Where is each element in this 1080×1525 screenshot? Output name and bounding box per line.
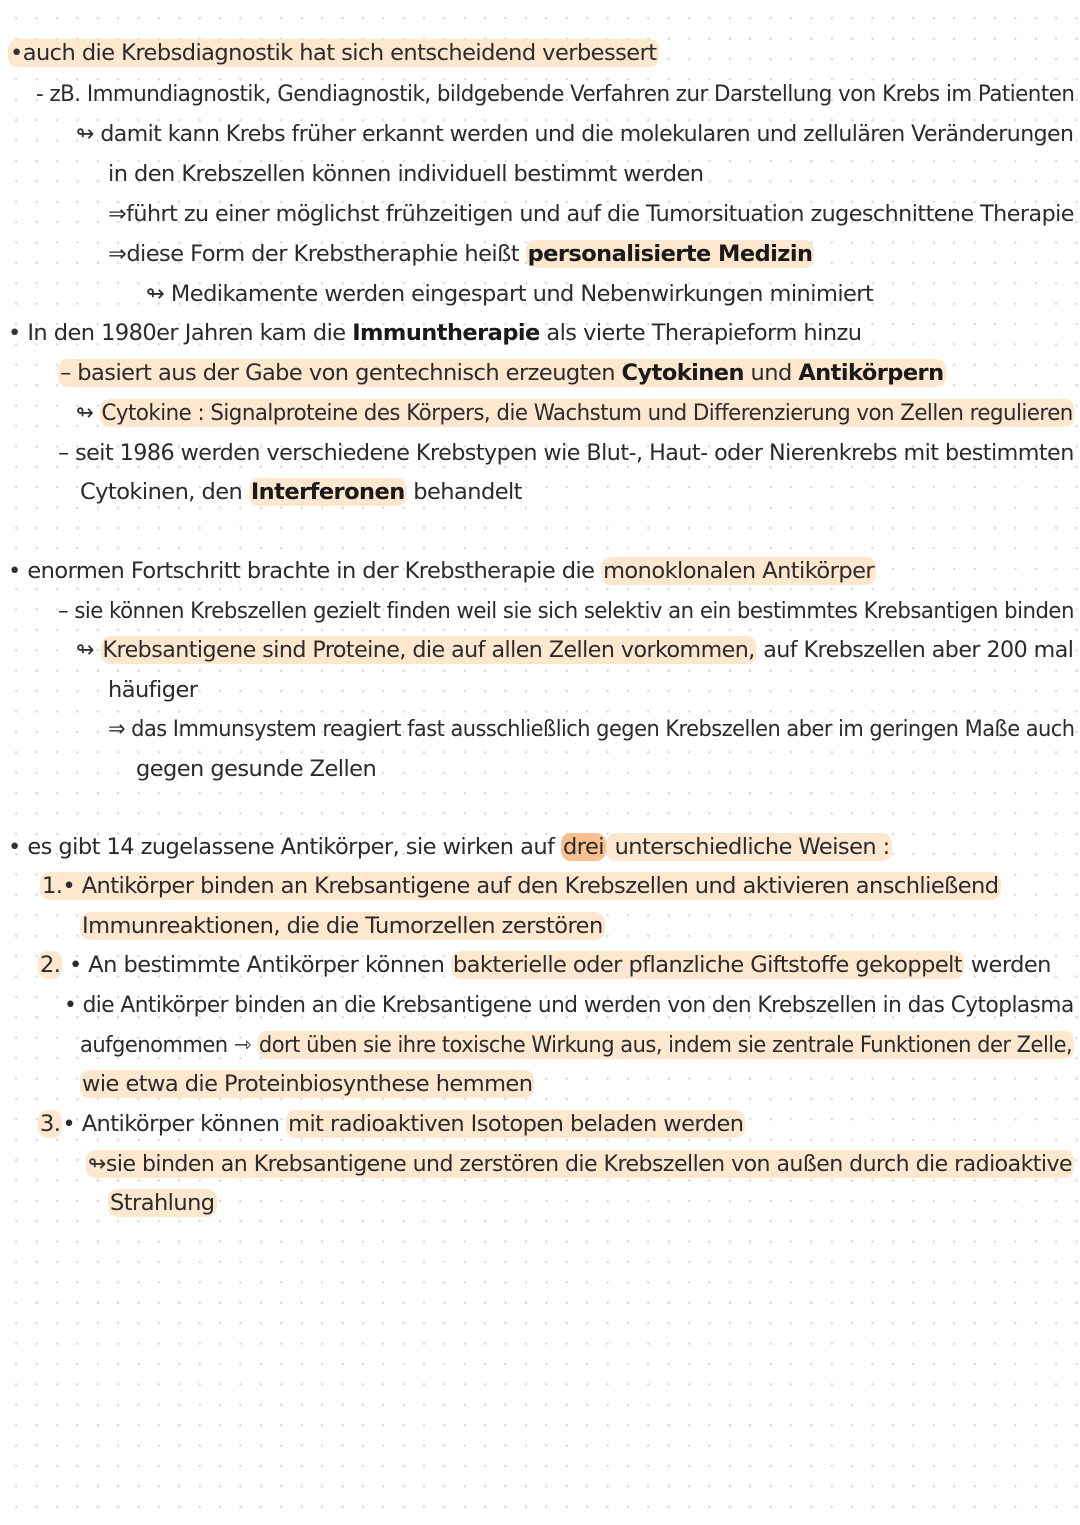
note-line bbox=[108, 156, 703, 192]
note-line bbox=[8, 315, 862, 351]
line-text: Cytokine : Signalproteine des Körpers, die Wachstum und Differenzierung von Zellen regulieren bbox=[101, 400, 1073, 426]
note-line bbox=[36, 76, 1074, 112]
note-line bbox=[108, 196, 1074, 232]
note-line bbox=[76, 116, 1073, 152]
list-number: 2. bbox=[40, 952, 61, 978]
keyword: Immuntherapie bbox=[352, 320, 540, 346]
note-line bbox=[8, 553, 876, 589]
line-text: führt zu einer möglichst frühzeitigen und auf die Tumorsituation zugeschnittene Therapie bbox=[126, 201, 1074, 227]
note-line bbox=[8, 35, 659, 71]
line-text: auch die Krebsdiagnostik hat sich entscheidend verbessert bbox=[22, 40, 657, 66]
line-text: enormen Fortschritt brachte in der Krebstherapie die bbox=[27, 558, 602, 584]
arrow-curved-icon: ↬ bbox=[76, 637, 95, 663]
line-text: • Antikörper können bbox=[62, 1111, 287, 1137]
note-line bbox=[38, 947, 1051, 983]
line-text: • Antikörper binden an Krebsantigene auf den Krebszellen und aktivieren anschließend bbox=[62, 873, 999, 899]
bullet-icon: • bbox=[8, 834, 21, 860]
note-line bbox=[76, 395, 1075, 431]
highlighted-text: Immunreaktionen, die die Tumorzellen zerstören bbox=[82, 913, 603, 939]
line-text: – basiert aus der Gabe von gentechnisch erzeugten bbox=[60, 360, 622, 386]
note-line bbox=[136, 751, 376, 787]
implies-arrow-icon: ⇒ bbox=[108, 201, 127, 227]
highlighted-text: Strahlung bbox=[110, 1190, 215, 1216]
note-line bbox=[58, 355, 946, 391]
line-text: behandelt bbox=[406, 479, 522, 505]
line-text: auf Krebszellen aber 200 mal bbox=[756, 637, 1074, 663]
arrow-curved-icon: ↬ bbox=[146, 281, 165, 307]
keyword: Interferonen bbox=[250, 479, 405, 505]
note-line bbox=[38, 1106, 745, 1142]
highlighted-text: unterschiedliche Weisen : bbox=[607, 834, 890, 860]
line-text: in den Krebszellen können individuell bestimmt werden bbox=[108, 161, 704, 187]
keyword: Cytokinen bbox=[621, 360, 744, 386]
note-line bbox=[108, 672, 197, 708]
bullet-icon: • bbox=[10, 40, 23, 66]
note-line bbox=[58, 435, 1074, 471]
line-text: häufiger bbox=[108, 677, 198, 703]
bullet-icon: • bbox=[8, 320, 21, 346]
note-line bbox=[58, 593, 1074, 629]
line-text: aufgenommen ⇾ bbox=[80, 1032, 258, 1058]
note-line bbox=[80, 908, 605, 944]
line-text: damit kann Krebs früher erkannt werden und die molekularen und zellulären Veränderungen bbox=[100, 121, 1074, 147]
highlighted-text: drei bbox=[563, 834, 604, 860]
line-text: – seit 1986 werden verschiedene Krebstypen wie Blut-, Haut- oder Nierenkrebs mit bestimmten bbox=[58, 440, 1074, 466]
line-text: als vierte Therapieform hinzu bbox=[539, 320, 862, 346]
list-number: 1. bbox=[42, 873, 63, 899]
implies-arrow-icon: ⇒ bbox=[108, 716, 126, 742]
highlighted-text: dort üben sie ihre toxische Wirkung aus, indem sie zentrale Funktionen der Zelle, bbox=[258, 1032, 1073, 1058]
line-text: • An bestimmte Antikörper können bbox=[68, 952, 451, 978]
highlighted-text: wie etwa die Proteinbiosynthese hemmen bbox=[82, 1071, 533, 1097]
note-line bbox=[108, 236, 814, 272]
list-number: 3. bbox=[40, 1111, 61, 1137]
note-line bbox=[80, 474, 522, 510]
highlighted-text: monoklonalen Antikörper bbox=[603, 558, 875, 584]
line-text: – sie können Krebszellen gezielt finden weil sie sich selektiv an ein bestimmtes Krebsantigen binden bbox=[58, 598, 1074, 624]
note-line bbox=[86, 1146, 1074, 1182]
keyword: Antikörpern bbox=[798, 360, 944, 386]
line-text: • die Antikörper binden an die Krebsantigene und werden von den Krebszellen in das Cytoplasma bbox=[64, 992, 1074, 1018]
line-text: Cytokinen, den bbox=[80, 479, 249, 505]
note-line bbox=[64, 987, 1074, 1023]
note-line bbox=[76, 632, 1073, 668]
line-text: diese Form der Krebstheraphie heißt bbox=[126, 241, 526, 267]
note-line bbox=[108, 1185, 217, 1221]
arrow-curved-icon: ↬ bbox=[76, 400, 94, 426]
note-line bbox=[108, 711, 1075, 747]
line-text: das Immunsystem reagiert fast ausschließlich gegen Krebszellen aber im geringen Maße auch bbox=[131, 716, 1075, 742]
line-text: und bbox=[743, 360, 799, 386]
line-text: gegen gesunde Zellen bbox=[136, 756, 377, 782]
note-line bbox=[80, 1066, 534, 1102]
line-text: werden bbox=[964, 952, 1051, 978]
line-text: - zB. Immundiagnostik, Gendiagnostik, bildgebende Verfahren zur Darstellung von Krebs im Patienten bbox=[36, 81, 1075, 107]
note-line bbox=[146, 276, 873, 312]
implies-arrow-icon: ⇒ bbox=[108, 241, 127, 267]
line-text: In den 1980er Jahren kam die bbox=[27, 320, 353, 346]
line-text: Medikamente werden eingespart und Nebenwirkungen minimiert bbox=[170, 281, 874, 307]
bullet-icon: • bbox=[8, 558, 21, 584]
note-line bbox=[8, 829, 892, 865]
line-text: sie binden an Krebsantigene und zerstören die Krebszellen von außen durch die radioaktive bbox=[105, 1151, 1073, 1177]
arrow-curved-icon: ↬ bbox=[87, 1151, 106, 1177]
note-line bbox=[40, 868, 1001, 904]
highlighted-text: mit radioaktiven Isotopen beladen werden bbox=[288, 1111, 744, 1137]
highlighted-text: Krebsantigene sind Proteine, die auf allen Zellen vorkommen, bbox=[102, 637, 755, 663]
note-line bbox=[80, 1027, 1074, 1063]
keyword: personalisierte Medizin bbox=[527, 241, 813, 267]
highlighted-text: bakterielle oder pflanzliche Giftstoffe gekoppelt bbox=[452, 952, 963, 978]
line-text: es gibt 14 zugelassene Antikörper, sie wirken auf bbox=[27, 834, 562, 860]
arrow-curved-icon: ↬ bbox=[76, 121, 94, 147]
